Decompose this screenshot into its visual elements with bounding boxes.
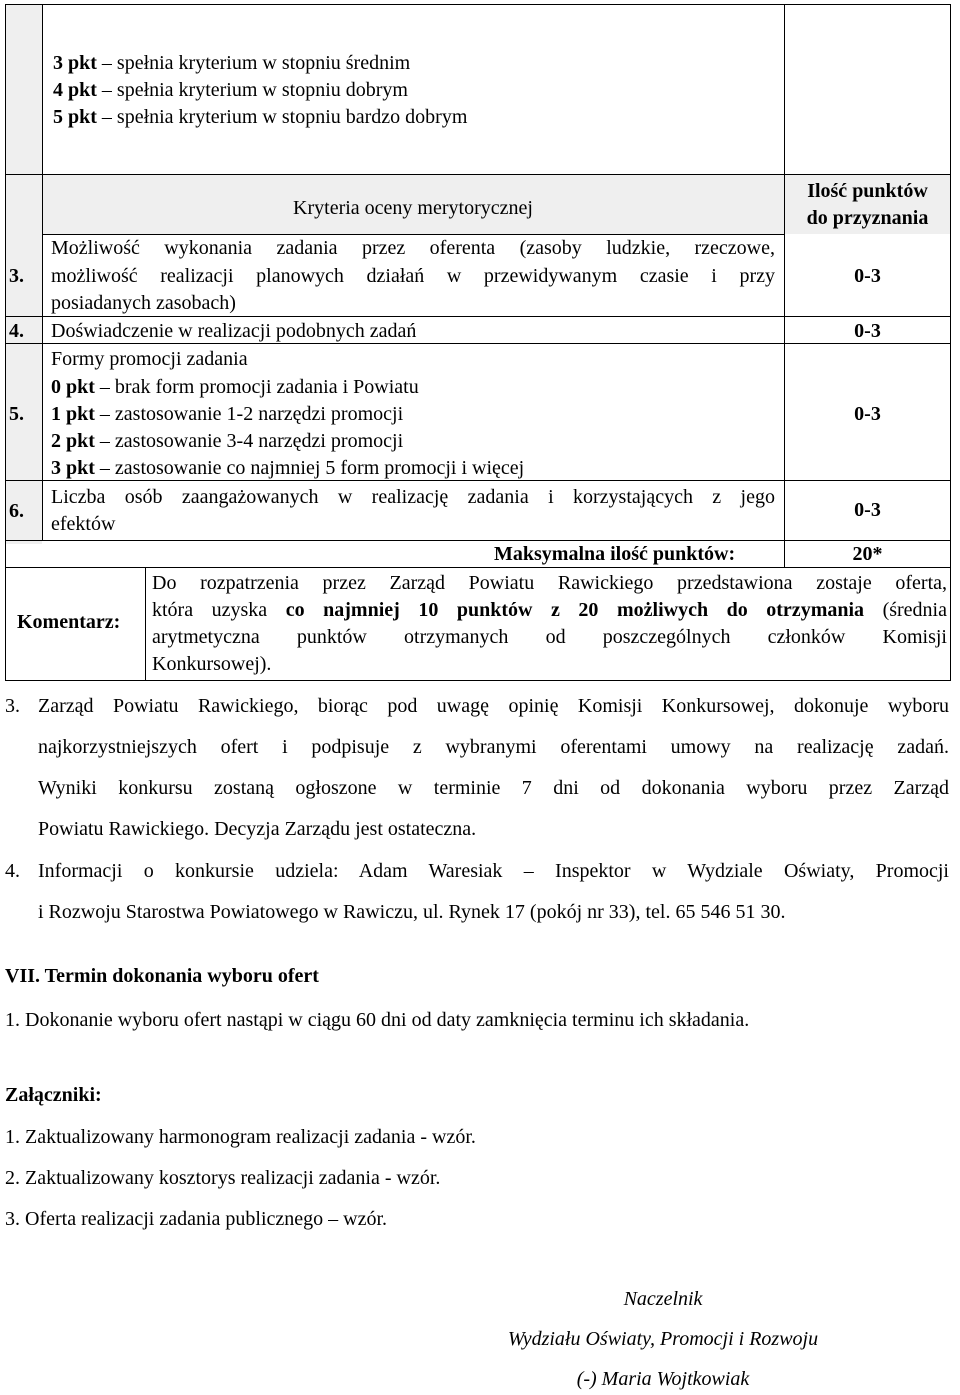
signature-title: Naczelnik [623,1288,703,1310]
signature-department: Wydziału Oświaty, Promocji i Rozwoju [507,1328,819,1350]
signature-name: (-) Maria Wojtkowiak [576,1368,750,1390]
row-points: 0-3 [854,320,881,342]
criteria-level-5: 5 pkt – spełnia kryterium w stopniu bardzo dobrym [53,106,468,128]
row-text-line: Doświadczenie w realizacji podobnych zadań [51,320,417,342]
section-item: 1. Dokonanie wyboru ofert nastąpi w ciągu 60 dni od daty zamknięcia terminu ich składania. [5,1009,750,1031]
paragraph-number: 3. [5,695,20,717]
row-text-line: Możliwość wykonania zadania przez oferenta (zasoby ludzkie, rzeczowe, [51,237,775,259]
max-points-value: 20* [852,543,883,565]
promo-level-0: 0 pkt – brak form promocji zadania i Powiatu [51,376,419,398]
criteria-level-4: 4 pkt – spełnia kryterium w stopniu dobrym [53,79,408,101]
attachment-item: 1. Zaktualizowany harmonogram realizacji zadania - wzór. [5,1126,476,1148]
criteria-level-3: 3 pkt – spełnia kryterium w stopniu średnim [53,52,411,74]
row-text-line: posiadanych zasobach) [51,292,236,314]
attachments-title: Załączniki: [5,1084,102,1106]
row-title: Formy promocji zadania [51,348,248,370]
row-number: 4. [9,320,24,342]
paragraph-number: 4. [5,860,20,882]
criteria-header: Kryteria oceny merytorycznej [293,197,533,219]
row-number: 6. [9,500,24,522]
promo-level-1: 1 pkt – zastosowanie 1-2 narzędzi promocji [51,403,404,425]
points-header-line1: Ilość punktów [807,180,928,202]
row-text-line: możliwość realizacji planowych działań w przewidywanym czasie i przy [51,265,775,287]
section-title: VII. Termin dokonania wyboru ofert [5,965,319,987]
attachment-item: 2. Zaktualizowany kosztorys realizacji zadania - wzór. [5,1167,441,1189]
comment-label: Komentarz: [17,611,121,633]
row-number: 5. [9,403,24,425]
promo-level-2: 2 pkt – zastosowanie 3-4 narzędzi promocji [51,430,404,452]
max-points-label: Maksymalna ilość punktów: [494,543,736,565]
points-header-line2: do przyznania [806,207,929,229]
row-points: 0-3 [854,265,881,287]
row-text-line: Liczba osób zaangażowanych w realizację zadania i korzystających z jego [51,486,775,508]
promo-level-3: 3 pkt – zastosowanie co najmniej 5 form promocji i więcej [51,457,525,479]
attachment-item: 3. Oferta realizacji zadania publicznego – wzór. [5,1208,388,1230]
row-number: 3. [9,265,24,287]
row-text-line: efektów [51,513,116,535]
row-points: 0-3 [854,499,881,521]
row-points: 0-3 [854,403,881,425]
